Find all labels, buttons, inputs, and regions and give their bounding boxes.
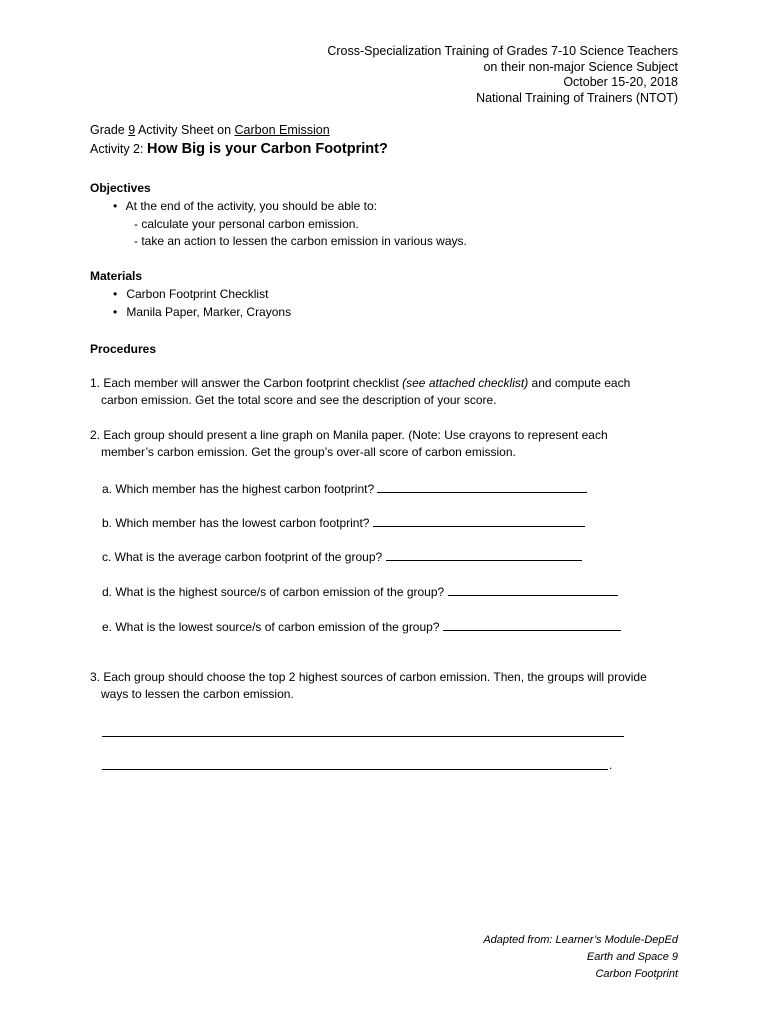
question-text: b. Which member has the lowest carbon footprint? xyxy=(102,516,373,530)
step1-line2: carbon emission. Get the total score and see the description of your score. xyxy=(101,393,497,407)
activity-label: Activity 2: xyxy=(90,142,147,156)
material-item xyxy=(113,305,291,319)
answer-blank[interactable] xyxy=(386,549,582,561)
answer-blank[interactable] xyxy=(373,515,585,527)
step1-italic: (see attached checklist) xyxy=(402,376,529,390)
materials-heading: Materials xyxy=(90,269,143,283)
procedure-step-1 xyxy=(90,375,678,409)
procedures-heading: Procedures xyxy=(90,342,157,356)
objective-item: - calculate your personal carbon emission. xyxy=(134,217,359,231)
material-item xyxy=(113,287,268,301)
header-line-2: on their non-major Science Subject xyxy=(483,59,678,74)
question-d xyxy=(102,584,618,599)
header-line-3: October 15-20, 2018 xyxy=(563,75,678,89)
step2-line1: 2. Each group should present a line graph on Manila paper. (Note: Use crayons to represent each xyxy=(90,428,608,442)
question-text: d. What is the highest source/s of carbon emission of the group? xyxy=(102,585,448,599)
step2-line2: member’s carbon emission. Get the group’s over-all score of carbon emission. xyxy=(101,445,516,459)
question-a xyxy=(102,481,587,496)
answer-line[interactable] xyxy=(102,769,608,770)
material-item-text: Carbon Footprint Checklist xyxy=(126,287,269,301)
sheet-title xyxy=(90,123,330,137)
source-footer xyxy=(483,932,678,983)
material-item-text: Manila Paper, Marker, Crayons xyxy=(126,305,292,319)
title-middle: Activity Sheet on xyxy=(135,123,235,137)
bullet-icon: • xyxy=(113,199,118,213)
answer-blank[interactable] xyxy=(377,481,587,493)
title-grade-prefix: Grade xyxy=(90,123,129,137)
step3-line2: ways to lessen the carbon emission. xyxy=(101,687,294,701)
footer-line-2: Earth and Space 9 xyxy=(586,951,678,963)
title-topic: Carbon Emission xyxy=(234,123,330,137)
answer-line[interactable] xyxy=(102,736,624,737)
activity-name: How Big is your Carbon Footprint? xyxy=(146,141,388,157)
answer-blank[interactable] xyxy=(448,584,618,596)
answer-blank[interactable] xyxy=(443,619,621,631)
question-text: c. What is the average carbon footprint of the group? xyxy=(102,550,386,564)
footer-line-3: Carbon Footprint xyxy=(595,968,678,980)
objective-item: - take an action to lessen the carbon emission in various ways. xyxy=(134,234,467,248)
question-text: e. What is the lowest source/s of carbon emission of the group? xyxy=(102,620,443,634)
footer-line-1: Adapted from: Learner’s Module-DepEd xyxy=(483,934,678,946)
bullet-icon: • xyxy=(113,305,118,319)
step3-line1: 3. Each group should choose the top 2 highest sources of carbon emission. Then, the groups will provide xyxy=(90,670,647,684)
question-c xyxy=(102,549,582,564)
step1-end: and compute each xyxy=(528,376,631,390)
objectives-intro xyxy=(113,199,377,213)
training-header xyxy=(258,44,678,106)
bullet-icon: • xyxy=(113,287,118,301)
procedure-step-3 xyxy=(90,669,678,703)
question-text: a. Which member has the highest carbon footprint? xyxy=(102,482,378,496)
header-line-1: Cross-Specialization Training of Grades 7-10 Science Teachers xyxy=(327,44,678,58)
header-line-4: National Training of Trainers (NTOT) xyxy=(476,90,678,105)
objectives-intro-text: At the end of the activity, you should be able to: xyxy=(125,199,377,213)
answer-end-period: . xyxy=(609,758,613,772)
activity-heading xyxy=(90,141,388,157)
title-grade-number: 9 xyxy=(128,123,136,137)
step1-start: 1. Each member will answer the Carbon footprint checklist xyxy=(90,376,403,390)
procedure-step-2 xyxy=(90,427,678,461)
objectives-heading: Objectives xyxy=(90,181,151,195)
question-b xyxy=(102,515,585,530)
question-e xyxy=(102,619,621,634)
